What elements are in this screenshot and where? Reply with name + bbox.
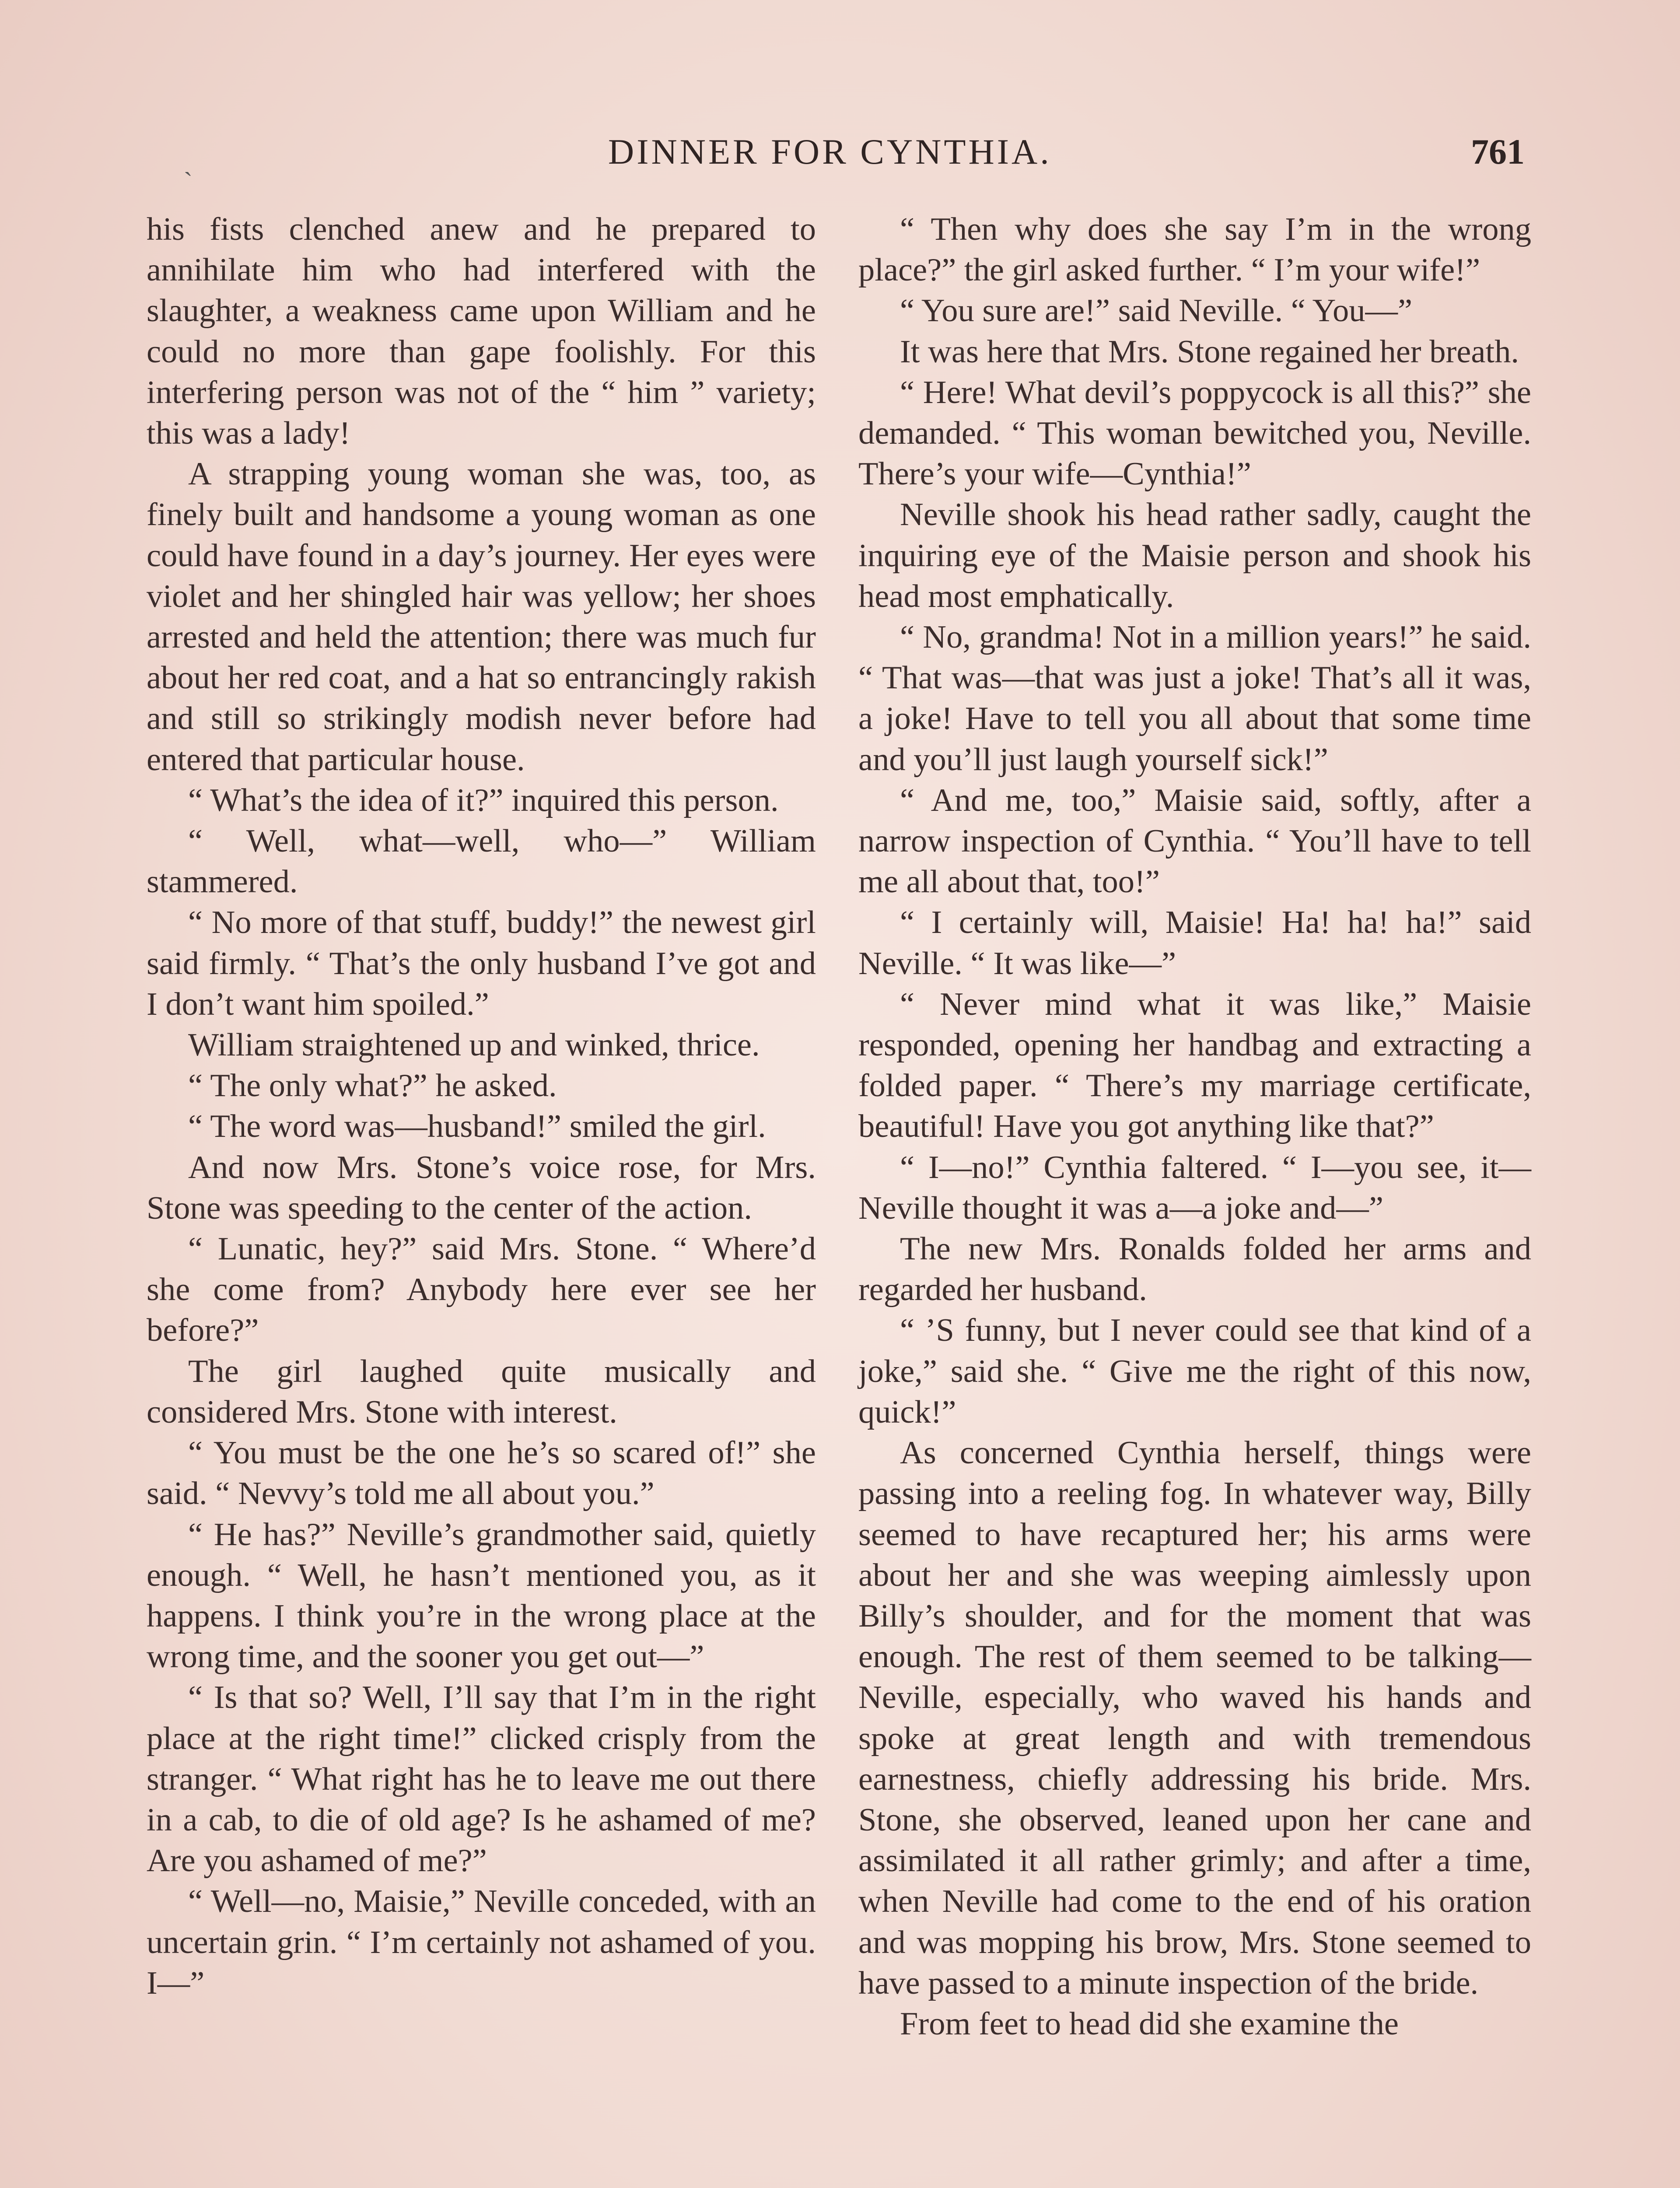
paragraph: his fists clenched anew and he prepared to annihilate him who had interfered with the slaughter, a weakness came upon William and he could no more than gape foolishly. For this interfering person was not of the “ him ” variety; this was a lady! [147, 211, 816, 452]
paragraph: The new Mrs. Ronalds folded her arms and regarded her husband. [858, 1231, 1531, 1308]
paragraph: “ I—no!” Cynthia faltered. “ I—you see, it—Neville thought it was a—a joke and—” [858, 1149, 1531, 1226]
paragraph: “ Lunatic, hey?” said Mrs. Stone. “ Where’d she come from? Anybody here ever see her before?” [147, 1231, 816, 1349]
paragraph: “ He has?” Neville’s grandmother said, quietly enough. “ Well, he hasn’t mentioned you, as it happens. I think you’re in the wrong place at the wrong time, and the sooner you get out—” [147, 1516, 816, 1675]
paragraph: “ No more of that stuff, buddy!” the newest girl said firmly. “ That’s the only husband I’ve got and I don’t want him spoiled.” [147, 905, 816, 1022]
paragraph: “ Never mind what it was like,” Maisie responded, opening her handbag and extracting a folded paper. “ There’s my marriage certificate, beautiful! Have you got anything like that?” [858, 986, 1531, 1145]
paragraph: “ The only what?” he asked. [188, 1068, 557, 1104]
paragraph: It was here that Mrs. Stone regained her breath. [900, 333, 1519, 370]
paragraph: As concerned Cynthia herself, things were passing into a reeling fog. In whatever way, Billy seemed to have recaptured her; his arms were about her and she was weeping aimlessly upon Billy’s shoulder, and for the moment that was enough. The rest of them seemed to be talking—Neville, especially, who waved his hands and spoke at great length and with tremendous earnestness, chiefly addressing his bride. Mrs. Stone, she observed, leaned upon her cane and assimilated it all rather grimly; and after a time, when Neville had come to the end of his oration and was mopping his brow, Mrs. Stone seemed to have passed to a minute inspection of the bride. [858, 1435, 1531, 2001]
paragraph: William straightened up and winked, thrice. [188, 1027, 760, 1063]
page-number: 761 [1471, 132, 1525, 172]
paragraph: “ You must be the one he’s so scared of!” she said. “ Nevvy’s told me all about you.” [147, 1435, 816, 1512]
left-column [147, 209, 816, 2004]
paragraph: “ Well—no, Maisie,” Neville conceded, with an uncertain grin. “ I’m certainly not ashamed of you. I—” [147, 1883, 816, 2001]
paragraph: “ What’s the idea of it?” inquired this person. [188, 782, 779, 818]
paragraph: And now Mrs. Stone’s voice rose, for Mrs. Stone was speeding to the center of the action. [147, 1149, 816, 1226]
page-header [0, 131, 1680, 179]
paragraph: “ Then why does she say I’m in the wrong place?” the girl asked further. “ I’m your wife!” [858, 211, 1531, 288]
paragraph: A strapping young woman she was, too, as finely built and handsome a young woman as one could have found in a day’s journey. Her eyes were violet and her shingled hair was yellow; her shoes arrested and held the attention; there was much fur about her red coat, and a hat so entrancingly rakish and still so strikingly modish never before had entered that particular house. [147, 456, 816, 778]
right-column [858, 209, 1531, 2044]
stray-mark: ˏ [184, 147, 192, 176]
paragraph: “ No, grandma! Not in a million years!” he said. “ That was—that was just a joke! That’s all it was, a joke! Have to tell you all about that some time and you’ll just laugh yourself sick!” [858, 619, 1531, 778]
paragraph: From feet to head did she examine the [900, 2006, 1399, 2042]
paragraph: Neville shook his head rather sadly, caught the inquiring eye of the Maisie person and shook his head most emphatically. [858, 497, 1531, 614]
paragraph: “ The word was—husband!” smiled the girl. [188, 1108, 766, 1145]
paragraph: “ Is that so? Well, I’ll say that I’m in the right place at the right time!” clicked crisply from the stranger. “ What right has he to leave me out there in a cab, to die of old age? Is he ashamed of me? Are you ashamed of me?” [147, 1680, 816, 1879]
paragraph: “ And me, too,” Maisie said, softly, after a narrow inspection of Cynthia. “ You’ll have to tell me all about that, too!” [858, 782, 1531, 900]
paragraph: “ I certainly will, Maisie! Ha! ha! ha!” said Neville. “ It was like—” [858, 905, 1531, 982]
running-title: DINNER FOR CYNTHIA. [608, 132, 1052, 172]
paragraph: The girl laughed quite musically and considered Mrs. Stone with interest. [147, 1353, 816, 1430]
paragraph: “ You sure are!” said Neville. “ You—” [900, 293, 1413, 329]
paragraph: “ Here! What devil’s poppycock is all this?” she demanded. “ This woman bewitched you, Neville. There’s your wife—Cynthia!” [858, 374, 1531, 492]
paragraph: “ Well, what—well, who—” William stammered. [147, 823, 816, 900]
paragraph: “ ’S funny, but I never could see that kind of a joke,” said she. “ Give me the right of this now, quick!” [858, 1312, 1531, 1430]
